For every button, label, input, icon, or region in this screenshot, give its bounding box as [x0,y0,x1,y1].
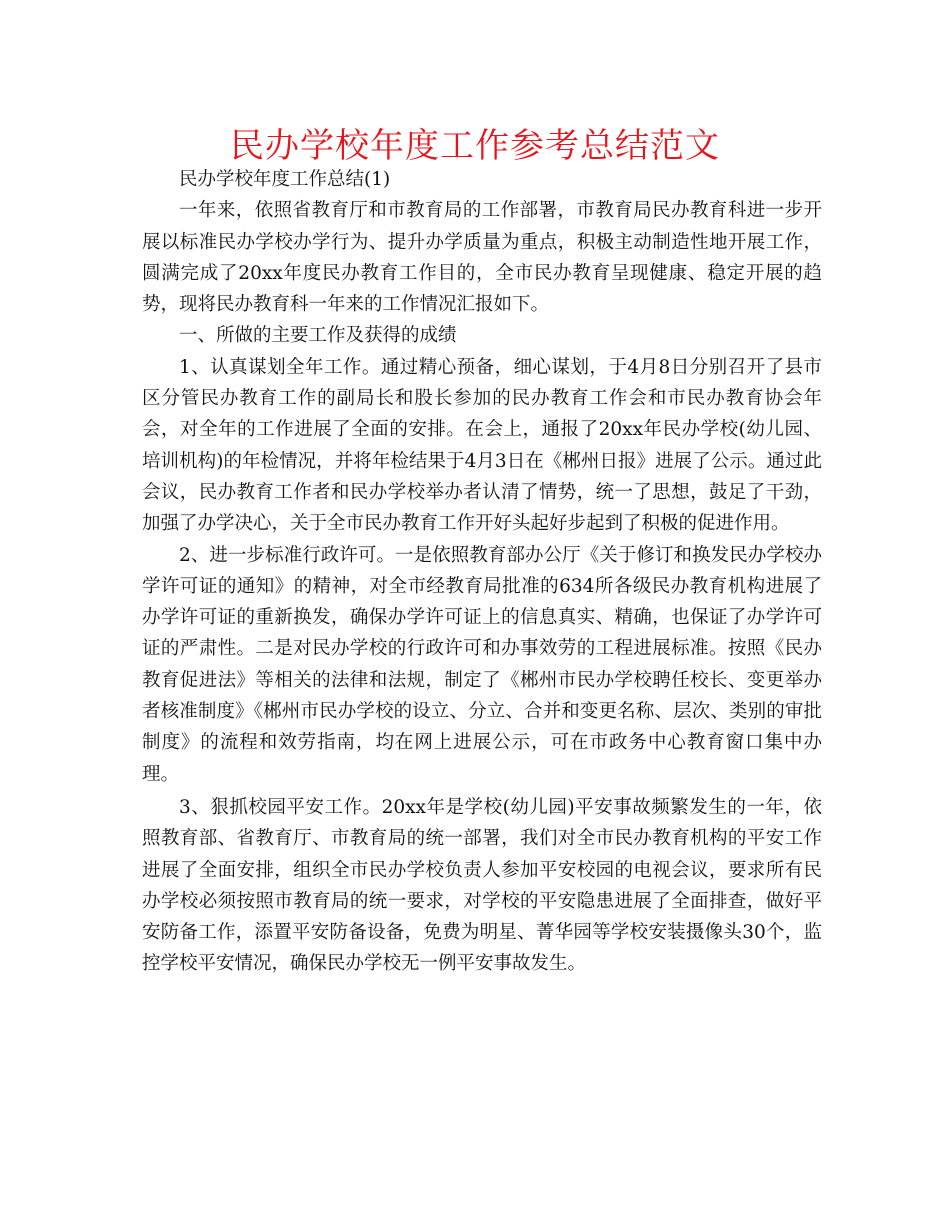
paragraph-item-3: 3、狠抓校园平安工作。20xx年是学校(幼儿园)平安事故频繁发生的一年，依照教育部、省教育厅、市教育局的统一部署，我们对全市民办教育机构的平安工作进展了全面安排，组织全市民办学校负责人参加平安校园的电视会议，要求所有民办学校必须按照市教育局的统一要求，对学校的平安隐患进展了全面排查，做好平安防备工作，添置平安防备设备，免费为明星、菁华园等学校安装摄像头30个，监控学校平安情况，确保民办学校无一例平安事故发生。 [142,796,822,975]
subsection-heading: 一、所做的主要工作及获得的成绩 [179,325,457,347]
intro-paragraph: 一年来，依照省教育厅和市教育局的工作部署，市教育局民办教育科进一步开展以标准民办学校办学行为、提升办学质量为重点，积极主动制造性地开展工作，圆满完成了20xx年度民办教育工作目的，全市民办教育呈现健康、稳定开展的趋势，现将民办教育科一年来的工作情况汇报如下。 [142,200,822,316]
paragraph-item-1: 1、认真谋划全年工作。通过精心预备，细心谋划，于4月8日分别召开了县市区分管民办教育工作的副局长和股长参加的民办教育工作会和市民办教育协会年会，对全年的工作进展了全面的安排。在会上，通报了20xx年民办学校(幼儿园、培训机构)的年检情况，并将年检结果于4月3日在《郴州日报》进展了公示。通过此会议，民办教育工作者和民办学校举办者认清了情势，统一了思想，鼓足了干劲，加强了办学决心，关于全市民办教育工作开好头起好步起到了积极的促进作用。 [142,356,822,535]
paragraph-item-2: 2、进一步标准行政许可。一是依照教育部办公厅《关于修订和换发民办学校办学许可证的通知》的精神，对全市经教育局批准的634所各级民办教育机构进展了办学许可证的重新换发，确保办学许可证上的信息真实、精确，也保证了办学许可证的严肃性。二是对民办学校的行政许可和办事效劳的工程进展标准。按照《民办教育促进法》等相关的法律和法规，制定了《郴州市民办学校聘任校长、变更举办者核准制度》《郴州市民办学校的设立、分立、合并和变更名称、层次、类别的审批制度》的流程和效劳指南，均在网上进展公示，可在市政务中心教育窗口集中办理。 [142,544,822,785]
document-title: 民办学校年度工作参考总结范文 [230,126,720,166]
section-heading: 民办学校年度工作总结(1) [179,169,391,190]
document-body [142,164,822,980]
